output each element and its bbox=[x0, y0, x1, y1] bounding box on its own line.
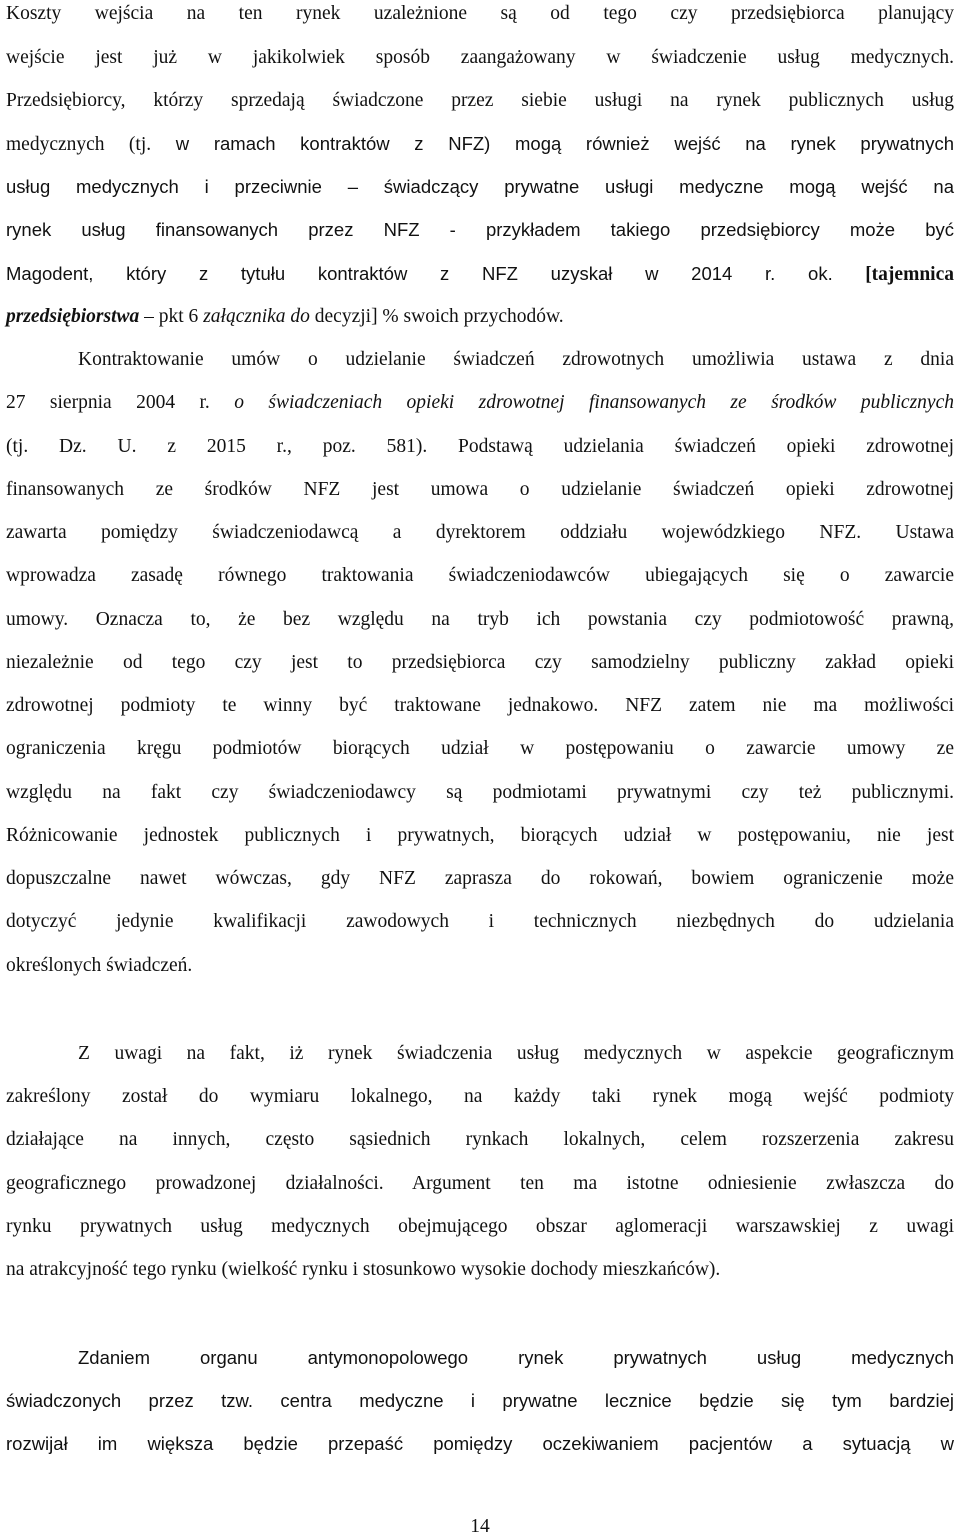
page-number: 14 bbox=[470, 1516, 490, 1537]
text-span: rozwijał im większa będzie przepaść pomiędzy oczekiwaniem pacjentów a sytuacją w bbox=[6, 1433, 954, 1454]
text-line bbox=[6, 435, 954, 459]
text-line bbox=[78, 348, 954, 372]
text-line bbox=[6, 694, 954, 718]
text-span: wejście jest już w jakikolwiek sposób zaangażowany w świadczenie usług medycznych. bbox=[6, 47, 954, 68]
text-line bbox=[6, 2, 954, 26]
text-line bbox=[6, 89, 954, 113]
text-span: Zdaniem organu antymonopolowego rynek prywatnych usług medycznych bbox=[78, 1347, 954, 1368]
text-span: Koszty wejścia na ten rynek uzależnione są od tego czy przedsiębiorca planujący bbox=[6, 3, 954, 24]
text-line bbox=[6, 478, 954, 502]
text-span: finansowanych ze środków NFZ jest umowa o udzielanie świadczeń opieki zdrowotnej bbox=[6, 479, 954, 500]
text-line bbox=[6, 1389, 954, 1413]
text-span: przedsiębiorstwa bbox=[6, 306, 140, 327]
text-line bbox=[78, 1042, 954, 1066]
text-line bbox=[78, 1346, 954, 1370]
text-line bbox=[6, 1085, 954, 1109]
text-span: decyzji] % swoich przychodów. bbox=[309, 306, 564, 327]
text-span: Kontraktowanie umów o udzielanie świadczeń zdrowotnych umożliwia ustawa z dnia bbox=[78, 349, 954, 370]
text-span: określonych świadczeń. bbox=[6, 955, 193, 976]
text-line bbox=[6, 564, 954, 588]
text-span: zakreślony został do wymiaru lokalnego, na każdy taki rynek mogą wejść podmioty bbox=[6, 1086, 954, 1107]
text-span: rynek usług finansowanych przez NFZ - przykładem takiego przedsiębiorcy może być bbox=[6, 219, 954, 240]
text-span: Z uwagi na fakt, iż rynek świadczenia usług medycznych w aspekcie geograficznym bbox=[78, 1043, 954, 1064]
text-span: – pkt 6 bbox=[139, 306, 204, 327]
text-line bbox=[6, 910, 954, 934]
text-line bbox=[6, 867, 954, 891]
text-line bbox=[6, 521, 954, 545]
text-span: zawarta pomiędzy świadczeniodawcą a dyrektorem oddziału wojewódzkiego NFZ. Ustawa bbox=[6, 522, 954, 543]
text-span: Podstawą udzielania świadczeń opieki zdrowotnej bbox=[427, 436, 954, 457]
text-span: Magodent, który z tytułu kontraktów z NFZ uzyskał w 2014 r. ok. bbox=[6, 263, 833, 284]
text-line bbox=[6, 1215, 954, 1239]
text-span: zdrowotnej podmioty te winny być traktowane jednakowo. NFZ zatem nie ma możliwości bbox=[6, 695, 954, 716]
text-span: ograniczenia kręgu podmiotów biorących udział w postępowaniu o zawarcie umowy ze bbox=[6, 738, 954, 759]
text-span: rynku prywatnych usług medycznych obejmującego obszar aglomeracji warszawskiej z uwagi bbox=[6, 1216, 954, 1237]
text-line bbox=[6, 824, 954, 848]
text-line bbox=[6, 1432, 954, 1456]
text-line bbox=[6, 608, 954, 632]
text-line bbox=[6, 954, 954, 978]
text-span: 27 sierpnia 2004 r. bbox=[6, 392, 235, 413]
text-line bbox=[6, 46, 954, 70]
text-line bbox=[6, 737, 954, 761]
text-span: świadczonych przez tzw. centra medyczne i prywatne lecznice będzie się tym bardziej bbox=[6, 1390, 954, 1411]
text-span: działające na innych, często sąsiednich rynkach lokalnych, celem rozszerzenia zakresu bbox=[6, 1129, 954, 1150]
text-span: względu na fakt czy świadczeniodawcy są podmiotami prywatnymi czy też publicznymi. bbox=[6, 782, 954, 803]
text-span: Różnicowanie jednostek publicznych i prywatnych, biorących udział w postępowaniu, nie jest bbox=[6, 825, 954, 846]
text-line bbox=[6, 132, 954, 157]
text-span: w ramach kontraktów z NFZ) mogą również wejść na rynek prywatnych bbox=[151, 133, 954, 154]
text-line bbox=[6, 262, 954, 287]
text-line bbox=[6, 651, 954, 675]
text-span: geograficznego prowadzonej działalności. Argument ten ma istotne odniesienie zwłaszcza do bbox=[6, 1173, 954, 1194]
text-line bbox=[6, 218, 954, 242]
text-line bbox=[6, 781, 954, 805]
text-span: wprowadza zasadę równego traktowania świadczeniodawców ubiegających się o zawarcie bbox=[6, 565, 954, 586]
text-span: na atrakcyjność tego rynku (wielkość rynku i stosunkowo wysokie dochody mieszkańców). bbox=[6, 1259, 721, 1280]
text-span: niezależnie od tego czy jest to przedsiębiorca czy samodzielny publiczny zakład opieki bbox=[6, 652, 954, 673]
text-line bbox=[6, 305, 954, 329]
text-line bbox=[6, 1258, 954, 1282]
text-span: usług medycznych i przeciwnie – świadczący prywatne usługi medyczne mogą wejść na bbox=[6, 176, 954, 197]
text-span: [tajemnica bbox=[832, 264, 954, 285]
text-span: dotyczyć jedynie kwalifikacji zawodowych i technicznych niezbędnych do udzielania bbox=[6, 911, 954, 932]
text-span: dopuszczalne nawet wówczas, gdy NFZ zaprasza do rokowań, bowiem ograniczenie może bbox=[6, 868, 954, 889]
text-span: Przedsiębiorcy, którzy sprzedają świadczone przez siebie usługi na rynek publicznych usług bbox=[6, 90, 954, 111]
text-span: medycznych (tj. bbox=[6, 134, 152, 155]
text-span: umowy. Oznacza to, że bez względu na tryb ich powstania czy podmiotowość prawną, bbox=[6, 609, 954, 630]
text-span: załącznika do bbox=[203, 306, 310, 327]
text-line bbox=[6, 175, 954, 199]
text-span: (tj. Dz. U. z 2015 r., poz. 581). bbox=[6, 436, 428, 457]
text-line bbox=[6, 1172, 954, 1196]
text-span: o świadczeniach opieki zdrowotnej finansowanych ze środków publicznych bbox=[234, 392, 954, 413]
text-line bbox=[6, 1128, 954, 1152]
text-line bbox=[6, 391, 954, 415]
